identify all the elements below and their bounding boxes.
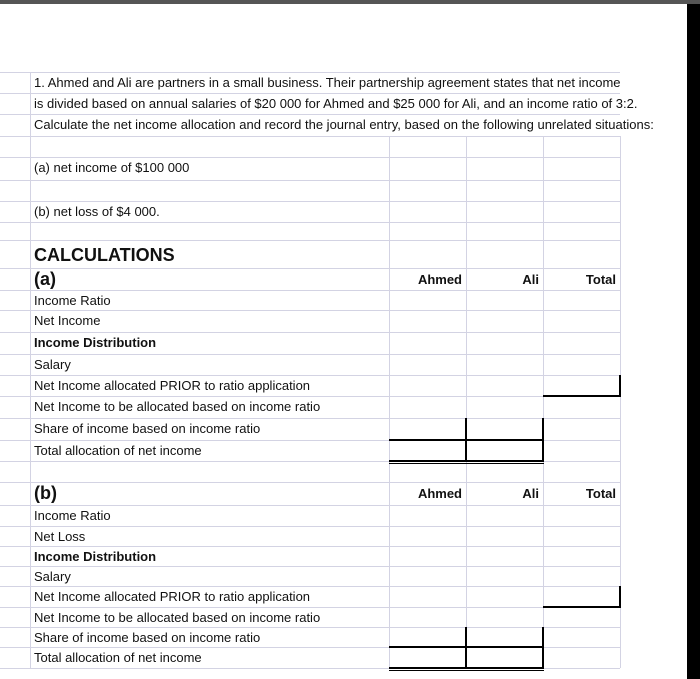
grid-row-line [0, 505, 620, 506]
section-label-section_a: (a) [34, 269, 56, 289]
cell-border [619, 375, 621, 396]
row-label: Net Income allocated PRIOR to ratio application [34, 378, 311, 393]
row-label: Income Ratio [34, 293, 111, 308]
problem-text-line-3: Calculate the net income allocation and record the journal entry, based on the following unrelated situations: [34, 117, 654, 132]
calculations-title: CALCULATIONS [34, 245, 175, 265]
grid-row-line [0, 586, 620, 587]
cell-border [389, 463, 544, 464]
grid-col-line [30, 72, 31, 668]
grid-row-line [0, 268, 620, 269]
column-header: Total [585, 486, 616, 501]
column-header: Total [585, 272, 616, 287]
problem-text-line-2: is divided based on annual salaries of $20 000 for Ahmed and $25 000 for Ali, and an income ratio of 3:2. [34, 96, 638, 111]
grid-row-line [0, 240, 620, 241]
grid-row-line [0, 418, 620, 419]
column-header: Ali [522, 272, 539, 287]
column-header: Ahmed [417, 486, 462, 501]
row-label: Share of income based on income ratio [34, 630, 261, 645]
grid-row-line [0, 526, 620, 527]
grid-row-line [0, 93, 620, 94]
cell-border [389, 439, 544, 441]
grid-row-line [0, 222, 620, 223]
grid-col-line [389, 136, 390, 668]
row-label: Net Income to be allocated based on income ratio [34, 399, 321, 414]
grid-row-line [0, 72, 620, 73]
cell-border [389, 646, 544, 648]
grid-row-line [0, 607, 620, 608]
row-label: Income Ratio [34, 508, 111, 523]
grid-row-line [0, 546, 620, 547]
row-label: Salary [34, 357, 71, 372]
cell-border [389, 460, 544, 462]
grid-row-line [0, 332, 620, 333]
cell-border [619, 586, 621, 607]
row-label: Income Distribution [34, 335, 157, 350]
row-label: Total allocation of net income [34, 443, 202, 458]
grid-col-line [543, 136, 544, 668]
row-label: Share of income based on income ratio [34, 421, 261, 436]
case-a-text: (a) net income of $100 000 [34, 160, 190, 175]
row-label: Net Income allocated PRIOR to ratio application [34, 589, 311, 604]
grid-row-line [0, 201, 620, 202]
grid-col-line [466, 136, 467, 668]
cell-border [389, 667, 544, 669]
cell-border [389, 670, 544, 671]
section-label-section_b: (b) [34, 483, 57, 503]
row-label: Salary [34, 569, 71, 584]
row-label: Net Income to be allocated based on income ratio [34, 610, 321, 625]
row-label: Net Loss [34, 529, 86, 544]
grid-row-line [0, 566, 620, 567]
row-label: Total allocation of net income [34, 650, 202, 665]
grid-row-line [0, 396, 620, 397]
grid-row-line [0, 310, 620, 311]
grid-row-line [0, 136, 620, 137]
column-header: Ahmed [417, 272, 462, 287]
cell-border [543, 606, 621, 608]
column-header: Ali [522, 486, 539, 501]
cell-border [543, 395, 621, 397]
right-edge-bar [687, 4, 700, 679]
grid-row-line [0, 482, 620, 483]
row-label: Income Distribution [34, 549, 157, 564]
case-b-text: (b) net loss of $4 000. [34, 204, 160, 219]
row-label: Net Income [34, 313, 101, 328]
problem-text-line-1: 1. Ahmed and Ali are partners in a small business. Their partnership agreement states that net income [34, 75, 621, 90]
grid-row-line [0, 180, 620, 181]
grid-row-line [0, 627, 620, 628]
grid-row-line [0, 354, 620, 355]
grid-row-line [0, 375, 620, 376]
grid-row-line [0, 157, 620, 158]
grid-row-line [0, 114, 620, 115]
grid-row-line [0, 290, 620, 291]
